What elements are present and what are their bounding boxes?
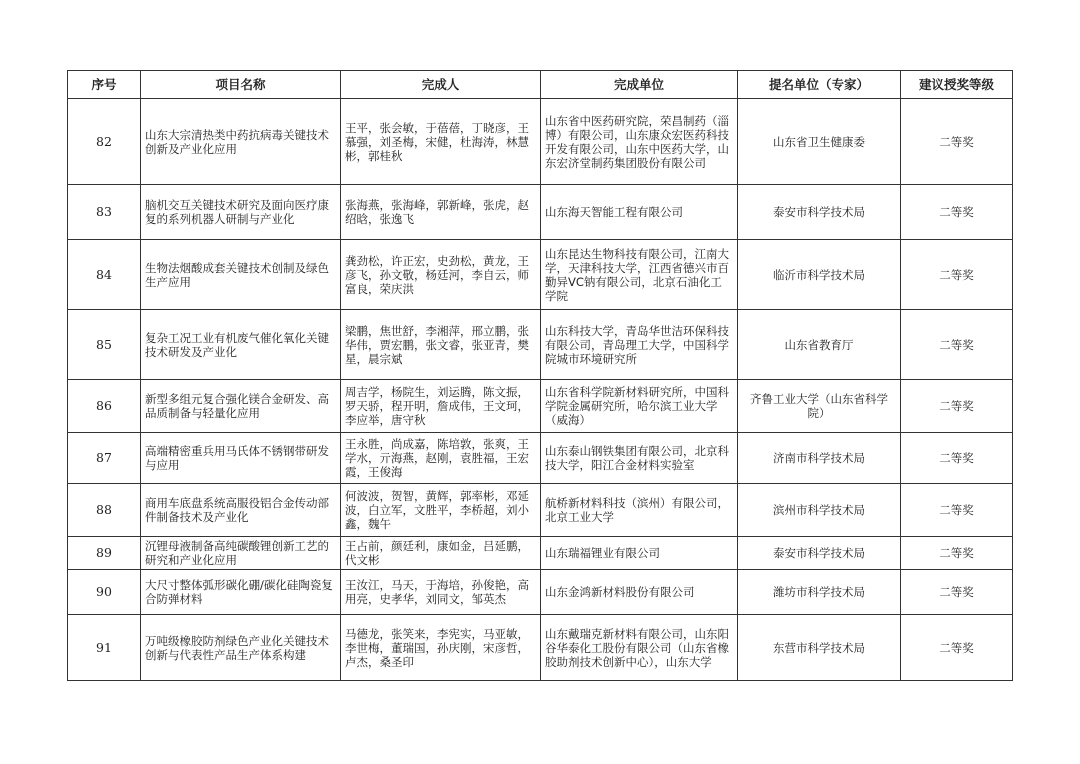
cell-completers: 王永胜，尚成嘉，陈培敦，张爽，王学水，亓海燕，赵刚，袁胜福，王宏霞，王俊海 bbox=[341, 433, 541, 484]
cell-project-name: 万吨级橡胶防剂绿色产业化关键技术创新与代表性产品生产体系构建 bbox=[141, 615, 341, 681]
cell-award-grade: 二等奖 bbox=[901, 185, 1013, 240]
table-row bbox=[68, 310, 1013, 380]
cell-project-name: 脑机交互关键技术研究及面向医疗康复的系列机器人研制与产业化 bbox=[141, 185, 341, 240]
table-header-row bbox=[68, 71, 1013, 99]
cell-award-grade: 二等奖 bbox=[901, 433, 1013, 484]
cell-completing-units: 山东戴瑞克新材料有限公司，山东阳谷华泰化工股份有限公司（山东省橡胶助剂技术创新中心），山东大学 bbox=[541, 615, 738, 681]
cell-completers: 王占前，颜廷利，康如金，吕延鹏，代文彬 bbox=[341, 537, 541, 570]
cell-project-name: 生物法烟酸成套关键技术创制及绿色生产应用 bbox=[141, 240, 341, 310]
table-row bbox=[68, 484, 1013, 537]
cell-nominating-unit: 泰安市科学技术局 bbox=[738, 185, 901, 240]
cell-project-name: 商用车底盘系统高服役铝合金传动部件制备技术及产业化 bbox=[141, 484, 341, 537]
cell-serial-number: 90 bbox=[68, 570, 141, 615]
table-row bbox=[68, 185, 1013, 240]
award-table bbox=[67, 70, 1013, 681]
cell-nominating-unit: 滨州市科学技术局 bbox=[738, 484, 901, 537]
cell-completing-units: 航桥新材料科技（滨州）有限公司，北京工业大学 bbox=[541, 484, 738, 537]
table-row bbox=[68, 570, 1013, 615]
cell-serial-number: 91 bbox=[68, 615, 141, 681]
cell-serial-number: 86 bbox=[68, 380, 141, 433]
cell-serial-number: 85 bbox=[68, 310, 141, 380]
cell-award-grade: 二等奖 bbox=[901, 99, 1013, 185]
cell-award-grade: 二等奖 bbox=[901, 537, 1013, 570]
cell-completing-units: 山东海天智能工程有限公司 bbox=[541, 185, 738, 240]
header-serial-number: 序号 bbox=[68, 71, 141, 99]
cell-nominating-unit: 山东省卫生健康委 bbox=[738, 99, 901, 185]
cell-completing-units: 山东金鸿新材料股份有限公司 bbox=[541, 570, 738, 615]
table-row bbox=[68, 615, 1013, 681]
cell-completing-units: 山东省中医药研究院，荣昌制药（淄博）有限公司，山东康众宏医药科技开发有限公司，山东中医药大学，山东宏济堂制药集团股份有限公司 bbox=[541, 99, 738, 185]
cell-award-grade: 二等奖 bbox=[901, 380, 1013, 433]
table-row bbox=[68, 99, 1013, 185]
award-table-page bbox=[67, 70, 1012, 681]
table-row bbox=[68, 537, 1013, 570]
cell-project-name: 高端精密重兵用马氏体不锈钢带研发与应用 bbox=[141, 433, 341, 484]
header-nominating-unit: 提名单位（专家） bbox=[738, 71, 901, 99]
cell-nominating-unit: 泰安市科学技术局 bbox=[738, 537, 901, 570]
cell-completers: 龚劲松，许正宏，史劲松，黄龙，王彦飞，孙文敬，杨廷河，李自云，师富良，荣庆洪 bbox=[341, 240, 541, 310]
cell-nominating-unit: 临沂市科学技术局 bbox=[738, 240, 901, 310]
cell-nominating-unit: 潍坊市科学技术局 bbox=[738, 570, 901, 615]
header-award-grade: 建议授奖等级 bbox=[901, 71, 1013, 99]
cell-award-grade: 二等奖 bbox=[901, 310, 1013, 380]
cell-completing-units: 山东科技大学，青岛华世洁环保科技有限公司，青岛理工大学，中国科学院城市环境研究所 bbox=[541, 310, 738, 380]
cell-completers: 王平，张会敏，于蓓蓓，丁晓彦，王慕强，刘圣梅，宋健，杜海涛，林慧彬，郭桂秋 bbox=[341, 99, 541, 185]
cell-completers: 张海燕，张海峰，郭新峰，张虎，赵绍晗，张逸飞 bbox=[341, 185, 541, 240]
cell-nominating-unit: 齐鲁工业大学（山东省科学院） bbox=[738, 380, 901, 433]
cell-completing-units: 山东昆达生物科技有限公司，江南大学，天津科技大学，江西省德兴市百勤异VC钠有限公司，北京石油化工学院 bbox=[541, 240, 738, 310]
cell-nominating-unit: 东营市科学技术局 bbox=[738, 615, 901, 681]
cell-serial-number: 88 bbox=[68, 484, 141, 537]
cell-completers: 王汝江，马天，于海培，孙俊艳，高用亮，史孝华，刘同文，邹英杰 bbox=[341, 570, 541, 615]
header-completing-units: 完成单位 bbox=[541, 71, 738, 99]
cell-nominating-unit: 济南市科学技术局 bbox=[738, 433, 901, 484]
cell-serial-number: 87 bbox=[68, 433, 141, 484]
cell-award-grade: 二等奖 bbox=[901, 615, 1013, 681]
cell-project-name: 沉锂母液制备高纯碳酸锂创新工艺的研究和产业化应用 bbox=[141, 537, 341, 570]
table-row bbox=[68, 433, 1013, 484]
cell-project-name: 新型多组元复合强化镁合金研发、高品质制备与轻量化应用 bbox=[141, 380, 341, 433]
cell-project-name: 大尺寸整体弧形碳化硼/碳化硅陶瓷复合防弹材料 bbox=[141, 570, 341, 615]
header-completers: 完成人 bbox=[341, 71, 541, 99]
cell-completers: 马德龙，张笑来，李宪实，马亚敏，李世梅，董瑞国，孙庆刚，宋彦哲，卢杰，桑圣印 bbox=[341, 615, 541, 681]
cell-completers: 梁鹏，焦世舒，李湘萍，邢立鹏，张华伟，贾宏鹏，张文睿，张亚青，樊星，晨宗斌 bbox=[341, 310, 541, 380]
cell-serial-number: 82 bbox=[68, 99, 141, 185]
cell-completing-units: 山东泰山钢铁集团有限公司，北京科技大学，阳江合金材料实验室 bbox=[541, 433, 738, 484]
cell-award-grade: 二等奖 bbox=[901, 484, 1013, 537]
table-row bbox=[68, 380, 1013, 433]
table-row bbox=[68, 240, 1013, 310]
header-project-name: 项目名称 bbox=[141, 71, 341, 99]
cell-award-grade: 二等奖 bbox=[901, 570, 1013, 615]
cell-serial-number: 89 bbox=[68, 537, 141, 570]
cell-completing-units: 山东省科学院新材料研究所，中国科学院金属研究所，哈尔滨工业大学（威海） bbox=[541, 380, 738, 433]
cell-project-name: 山东大宗清热类中药抗病毒关键技术创新及产业化应用 bbox=[141, 99, 341, 185]
cell-serial-number: 83 bbox=[68, 185, 141, 240]
cell-completers: 何波波，贺智，黄辉，郭率彬，邓延波，白立军，文胜平，李桥超，刘小鑫，魏午 bbox=[341, 484, 541, 537]
cell-serial-number: 84 bbox=[68, 240, 141, 310]
cell-project-name: 复杂工况工业有机废气催化氧化关键技术研发及产业化 bbox=[141, 310, 341, 380]
cell-nominating-unit: 山东省教育厅 bbox=[738, 310, 901, 380]
cell-award-grade: 二等奖 bbox=[901, 240, 1013, 310]
cell-completing-units: 山东瑞福锂业有限公司 bbox=[541, 537, 738, 570]
cell-completers: 周吉学，杨院生，刘运腾，陈文振，罗天骄，程开明，詹成伟，王文珂，李应举，唐守秋 bbox=[341, 380, 541, 433]
